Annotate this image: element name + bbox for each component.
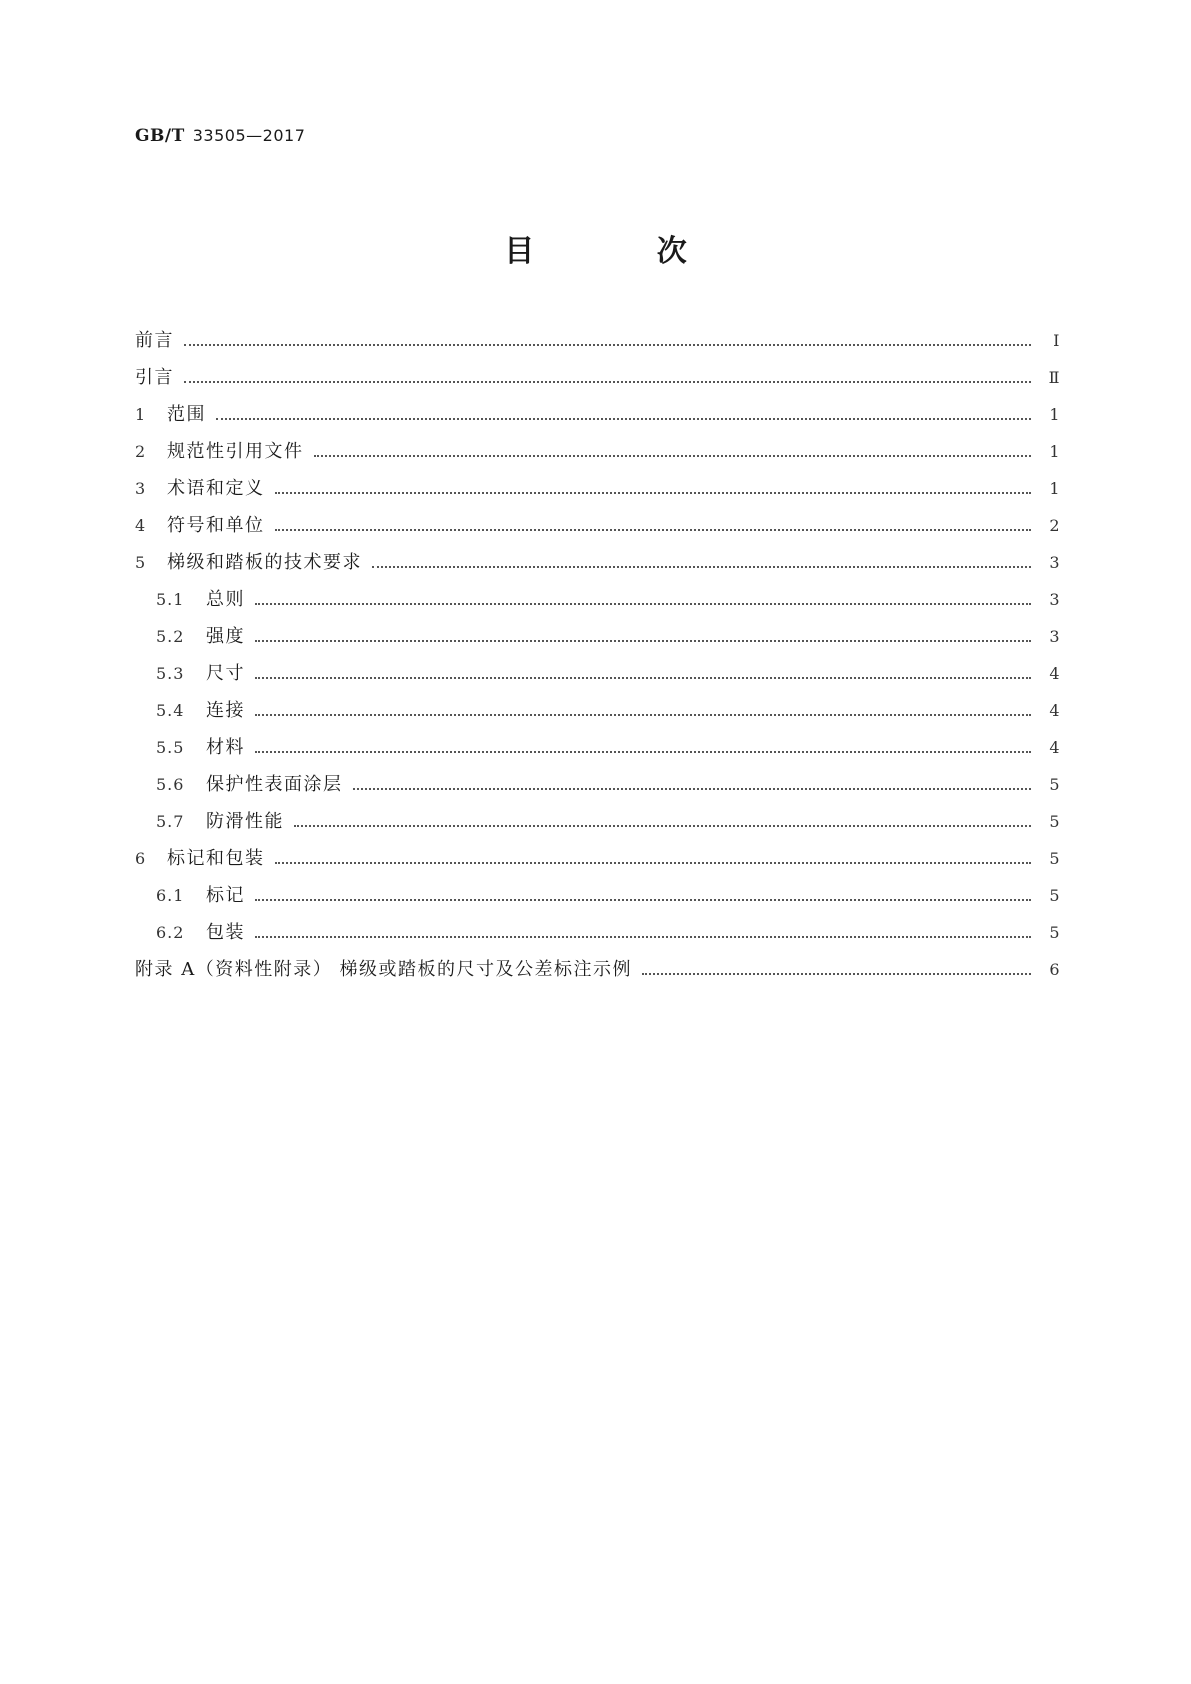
toc-entry[interactable] xyxy=(135,437,1061,474)
toc-dot-leader xyxy=(184,381,1031,383)
toc-section-number: 5.6 xyxy=(156,775,185,794)
toc-section-number: 6 xyxy=(135,849,147,868)
toc-dot-leader xyxy=(642,973,1031,975)
toc-page-number: 3 xyxy=(1049,627,1061,646)
toc-entry-title: 连接 xyxy=(206,700,245,721)
toc-entry[interactable] xyxy=(135,622,1061,659)
toc-entry[interactable] xyxy=(135,696,1061,733)
page-title: 目 次 xyxy=(504,234,743,269)
toc-dot-leader xyxy=(255,899,1031,901)
toc-entry[interactable] xyxy=(135,844,1061,881)
toc-page-number: Ⅱ xyxy=(1048,368,1061,387)
toc-entry-title: 防滑性能 xyxy=(206,811,284,832)
standard-code: GB/T xyxy=(135,126,185,146)
toc-dot-leader xyxy=(184,344,1031,346)
toc-entry[interactable] xyxy=(135,585,1061,622)
toc-entry[interactable] xyxy=(135,955,1061,992)
toc-dot-leader xyxy=(353,788,1032,790)
toc-entry-title: 标记 xyxy=(206,885,245,906)
toc-entry-title: 引言 xyxy=(135,367,174,388)
toc-entry-title: 梯级和踏板的技术要求 xyxy=(167,552,362,573)
toc-entry[interactable] xyxy=(135,918,1061,955)
toc-section-number: 3 xyxy=(135,479,147,498)
toc-dot-leader xyxy=(255,603,1031,605)
toc-section-number: 5.5 xyxy=(156,738,185,757)
toc-section-number: 5.1 xyxy=(156,590,185,609)
toc-entry-title: 材料 xyxy=(206,737,245,758)
toc-page-number: 1 xyxy=(1049,405,1061,424)
toc-page-number: 6 xyxy=(1049,960,1061,979)
toc-page-number: 5 xyxy=(1049,812,1061,831)
toc-entry-title: 强度 xyxy=(206,626,245,647)
toc-entry[interactable] xyxy=(135,770,1061,807)
toc-page-number: 5 xyxy=(1049,775,1061,794)
toc-dot-leader xyxy=(275,862,1032,864)
toc-section-number: 5 xyxy=(135,553,147,572)
toc-entry-title: 附录 A（资料性附录） 梯级或踏板的尺寸及公差标注示例 xyxy=(135,959,632,980)
toc-entry[interactable] xyxy=(135,548,1061,585)
toc-section-number: 6.2 xyxy=(156,923,185,942)
toc-entry[interactable] xyxy=(135,474,1061,511)
toc-page-number: 4 xyxy=(1049,701,1061,720)
toc-dot-leader xyxy=(294,825,1031,827)
toc-dot-leader xyxy=(255,640,1031,642)
toc-entry-title: 范围 xyxy=(167,404,206,425)
toc-entry[interactable] xyxy=(135,881,1061,918)
toc-page-number: 2 xyxy=(1049,516,1061,535)
standard-number: 33505—2017 xyxy=(192,126,306,145)
toc-entry[interactable] xyxy=(135,511,1061,548)
toc-dot-leader xyxy=(255,936,1031,938)
toc-entry-title: 规范性引用文件 xyxy=(167,441,304,462)
toc-dot-leader xyxy=(372,566,1031,568)
toc-section-number: 1 xyxy=(135,405,147,424)
toc-section-number: 2 xyxy=(135,442,147,461)
toc-section-number: 6.1 xyxy=(156,886,185,905)
toc-entry[interactable] xyxy=(135,659,1061,696)
toc-dot-leader xyxy=(216,418,1031,420)
toc-page-number: 5 xyxy=(1049,923,1061,942)
toc-entry[interactable] xyxy=(135,400,1061,437)
toc-entry-title: 术语和定义 xyxy=(167,478,265,499)
toc-entry[interactable] xyxy=(135,807,1061,844)
toc-entry-title: 前言 xyxy=(135,330,174,351)
toc-entry-title: 保护性表面涂层 xyxy=(206,774,343,795)
toc-section-number: 5.4 xyxy=(156,701,185,720)
toc-entry[interactable] xyxy=(135,326,1061,363)
toc-page-number: Ⅰ xyxy=(1053,331,1061,350)
toc-entry-title: 包装 xyxy=(206,922,245,943)
standard-header xyxy=(135,126,305,146)
toc-entry-title: 符号和单位 xyxy=(167,515,265,536)
toc-section-number: 5.3 xyxy=(156,664,185,683)
toc-page-number: 5 xyxy=(1049,849,1061,868)
toc-dot-leader xyxy=(314,455,1032,457)
toc-entry[interactable] xyxy=(135,363,1061,400)
toc-section-number: 4 xyxy=(135,516,147,535)
toc-dot-leader xyxy=(255,677,1031,679)
table-of-contents xyxy=(135,326,1061,992)
toc-page-number: 5 xyxy=(1049,886,1061,905)
toc-section-number: 5.7 xyxy=(156,812,185,831)
toc-page-number: 4 xyxy=(1049,664,1061,683)
toc-dot-leader xyxy=(255,714,1031,716)
toc-page-number: 1 xyxy=(1049,442,1061,461)
toc-entry-title: 尺寸 xyxy=(206,663,245,684)
toc-entry[interactable] xyxy=(135,733,1061,770)
toc-dot-leader xyxy=(275,529,1032,531)
toc-entry-title: 标记和包装 xyxy=(167,848,265,869)
toc-page-number: 3 xyxy=(1049,590,1061,609)
toc-section-number: 5.2 xyxy=(156,627,185,646)
toc-page-number: 4 xyxy=(1049,738,1061,757)
toc-page-number: 1 xyxy=(1049,479,1061,498)
toc-page-number: 3 xyxy=(1049,553,1061,572)
toc-entry-title: 总则 xyxy=(206,589,245,610)
toc-dot-leader xyxy=(275,492,1032,494)
toc-dot-leader xyxy=(255,751,1031,753)
